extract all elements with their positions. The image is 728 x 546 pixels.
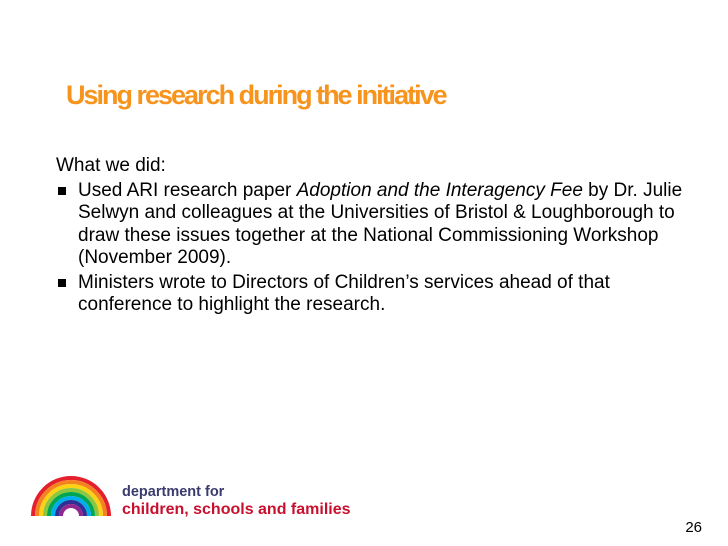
bullet-square-icon <box>58 187 66 195</box>
logo-line-1: department for <box>122 484 225 500</box>
logo-line-2: children, schools and families <box>122 501 351 518</box>
bullet-item-1 <box>56 180 696 270</box>
bullet-item-2 <box>56 272 696 317</box>
bullet-2-text: Ministers wrote to Directors of Children’s services ahead of that conference to highlight the research. <box>78 271 610 315</box>
bullet-list <box>56 180 696 317</box>
bullet-square-icon <box>58 279 66 287</box>
dcsf-logo <box>30 468 370 528</box>
slide-title: Using research during the initiative <box>66 80 446 110</box>
paper-title: Adoption and the Interagency Fee <box>296 179 583 201</box>
rainbow-arc <box>61 506 81 516</box>
rainbow-logo-icon <box>30 468 112 520</box>
slide-body <box>56 155 696 319</box>
page-number: 26 <box>685 519 702 536</box>
intro-text: What we did: <box>56 155 166 176</box>
bullet-1-post: by Dr. Julie Selwyn and colleagues at the Universities of Bristol & Loughborough to draw these issues together at the National Commissioning Workshop (November 2009). <box>78 179 683 268</box>
bullet-1-pre: Used ARI research paper <box>78 179 297 201</box>
